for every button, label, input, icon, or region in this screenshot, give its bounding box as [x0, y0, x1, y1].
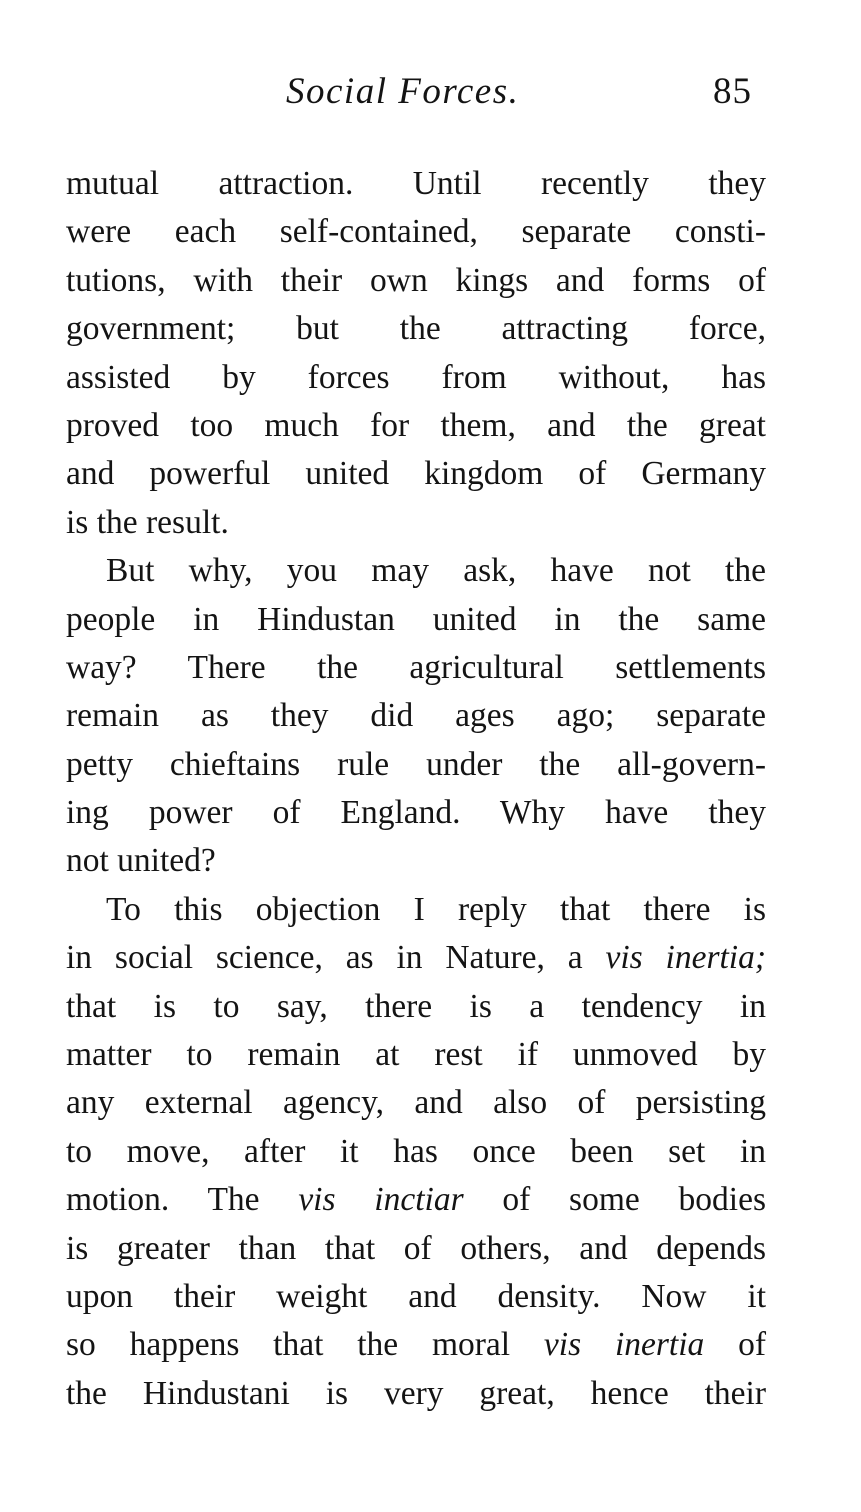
text-line: any external agency, and also of persisting [66, 1084, 766, 1122]
text-line: not united? [66, 842, 216, 880]
text-run: of some bodies [463, 1181, 766, 1219]
text-line: is greater than that of others, and depends [66, 1229, 766, 1267]
text-line [66, 1321, 766, 1369]
text-line: that is to say, there is a tendency in [66, 987, 766, 1025]
text-run: so happens that the moral [66, 1326, 544, 1364]
text-line: is the result. [66, 503, 229, 541]
italic-term: vis inertia [543, 1326, 705, 1364]
text-line: upon their weight and density. Now it [66, 1277, 766, 1315]
text-line: matter to remain at rest if unmoved by [66, 1036, 766, 1074]
text-line: and powerful united kingdom of Germany [66, 455, 766, 493]
text-line [66, 934, 766, 982]
body-text [66, 160, 766, 1418]
text-run: of [704, 1326, 766, 1364]
page-number: 85 [713, 71, 752, 112]
text-line: proved too much for them, and the great [66, 406, 766, 444]
text-line: To this objection I reply that there is [106, 890, 766, 928]
italic-term: vis inctiar [298, 1181, 464, 1219]
text-line: mutual attraction. Until recently they [66, 165, 766, 202]
text-line: tutions, with their own kings and forms of [66, 261, 766, 299]
running-head-title: Social Forces. [286, 71, 520, 112]
text-line: to move, after it has once been set in [66, 1132, 766, 1170]
italic-term: vis inertia; [605, 939, 766, 977]
text-run: in social science, as in Nature, a [66, 939, 606, 977]
running-head [0, 70, 861, 118]
text-run: motion. The [66, 1181, 299, 1219]
text-line: remain as they did ages ago; separate [66, 697, 766, 735]
text-line [66, 1176, 766, 1224]
text-line: way? There the agricultural settlements [66, 648, 766, 686]
text-line: ing power of England. Why have they [66, 794, 766, 832]
text-line: But why, you may ask, have not the [106, 552, 766, 590]
text-line: assisted by forces from without, has [66, 358, 766, 396]
text-line: people in Hindustan united in the same [66, 600, 766, 638]
text-line: the Hindustani is very great, hence their [66, 1374, 766, 1412]
text-line: government; but the attracting force, [66, 310, 766, 348]
text-line: petty chieftains rule under the all-govern- [66, 745, 766, 783]
text-line: were each self-contained, separate consti- [66, 213, 766, 251]
